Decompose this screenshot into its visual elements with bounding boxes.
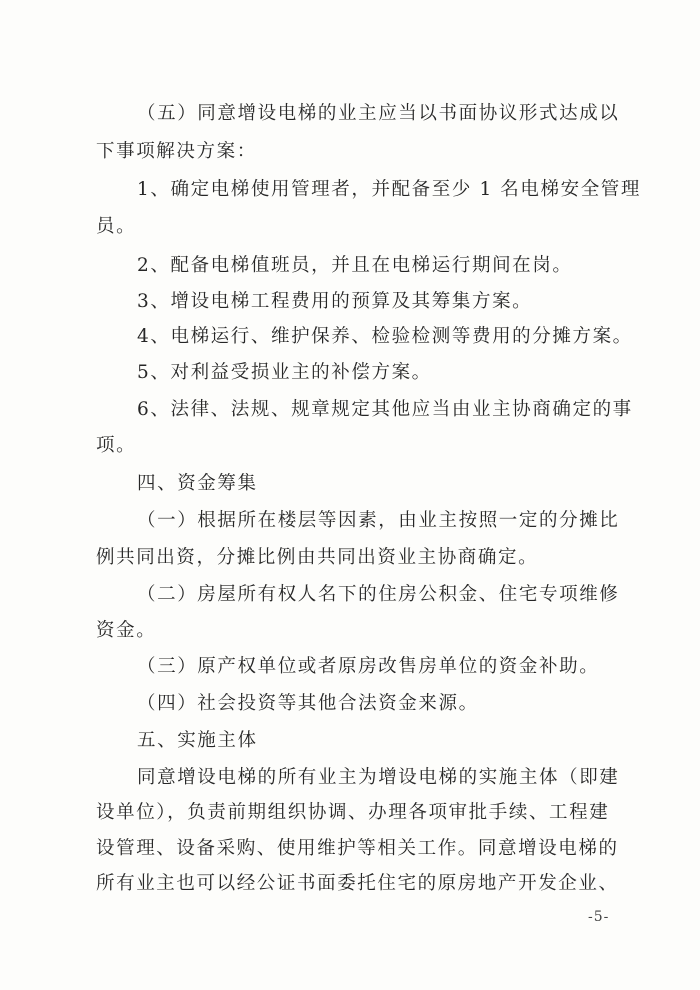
paragraph-line: 设单位），负责前期组织协调、办理各项审批手续、工程建 — [96, 802, 610, 823]
paragraph-line: （二）房屋所有权人名下的住房公积金、住宅专项维修 — [137, 584, 620, 605]
paragraph-line: （五）同意增设电梯的业主应当以书面协议形式达成以 — [137, 103, 620, 124]
paragraph-line: 所有业主也可以经公证书面委托住宅的原房地产开发企业、 — [96, 873, 619, 894]
page-number: -5- — [588, 909, 610, 925]
paragraph-line: 例共同出资，分摊比例由共同出资业主协商确定。 — [96, 547, 539, 568]
paragraph-line: 下事项解决方案： — [96, 141, 257, 162]
paragraph-line: 资金。 — [96, 620, 157, 641]
list-item-3: 3、增设电梯工程费用的预算及其筹集方案。 — [137, 291, 533, 312]
list-item-2: 2、配备电梯值班员，并且在电梯运行期间在岗。 — [137, 255, 573, 276]
section-heading-implementer: 五、实施主体 — [137, 730, 258, 751]
paragraph-line: 设管理、设备采购、使用维护等相关工作。同意增设电梯的 — [96, 838, 619, 859]
list-item-6: 6、法律、法规、规章规定其他应当由业主协商确定的事 — [137, 399, 633, 420]
paragraph-line: 项。 — [96, 435, 137, 456]
paragraph-line: （四）社会投资等其他合法资金来源。 — [137, 693, 479, 714]
paragraph-line: （一）根据所在楼层等因素，由业主按照一定的分摊比 — [137, 510, 620, 531]
list-item-5: 5、对利益受损业主的补偿方案。 — [137, 362, 432, 383]
list-item-1: 1、确定电梯使用管理者，并配备至少 1 名电梯安全管理 — [137, 179, 642, 200]
list-item-4: 4、电梯运行、维护保养、检验检测等费用的分摊方案。 — [137, 326, 633, 347]
paragraph-line: （三）原产权单位或者原房改售房单位的资金补助。 — [137, 656, 600, 677]
paragraph-line: 员。 — [96, 216, 137, 237]
section-heading-funding: 四、资金筹集 — [137, 473, 258, 494]
paragraph-line: 同意增设电梯的所有业主为增设电梯的实施主体（即建 — [137, 767, 620, 788]
